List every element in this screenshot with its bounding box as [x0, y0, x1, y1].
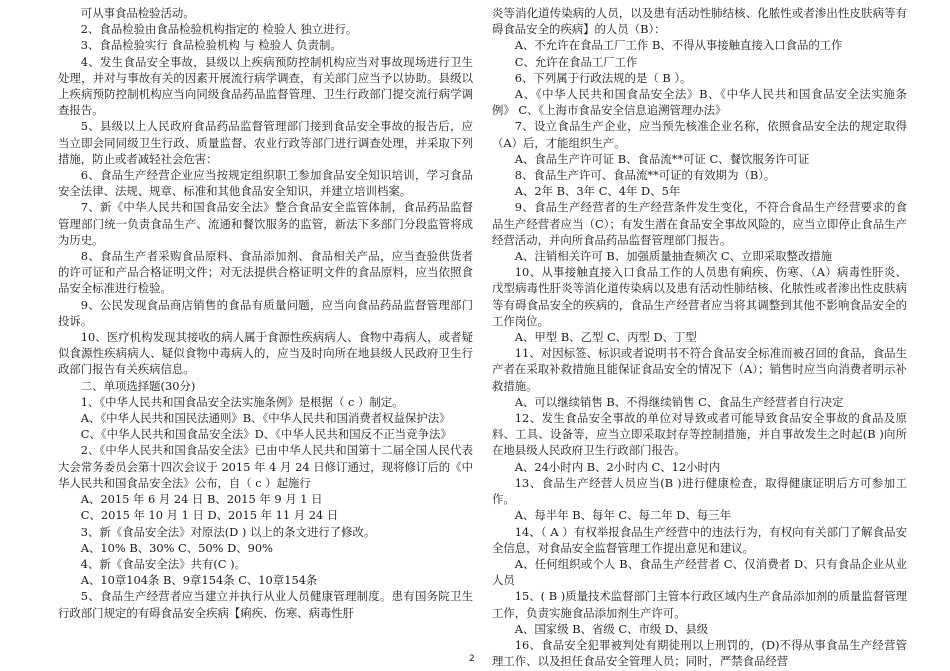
question-15: 15、( B )质量技术监督部门主管本行政区域内生产食品添加剂的质量监督管理工作，负责实施食品添加剂生产许可。	[492, 589, 907, 620]
question-11: 11、对因标签、标识或者说明书不符合食品安全标准而被召回的食品，食品生产者在采取补救措施且能保证食品安全的情况下（A）；销售时应当向消费者明示补救措施。	[492, 346, 907, 393]
question-3: 3、新《食品安全法》对原法(D ) 以上的条文进行了修改。	[80, 524, 376, 539]
question-2-options-b: C、2015 年 10 月 1 日 D、2015 年 11 月 24 日	[80, 508, 339, 523]
left-line-9: 10、医疗机构发现其接收的病人属于食源性疾病病人、食物中毒病人，或者疑似食源性疾病病人、疑似食物中毒病人的，应当及时向所在地县级人民政府卫生行政部门报告有关疾病信息。	[58, 330, 473, 377]
question-12: 12、发生食品安全事故的单位对导致或者可能导致食品安全事故的食品及原料、工具、设备等，应当立即采取封存等控制措施，并自事故发生之时起(B )向所在地县级人民政府卫生行政部门报告。	[492, 411, 907, 458]
left-line-6: 7、新《中华人民共和国食品安全法》整合食品安全监管体制，食品药品监督管理部门统一负责食品生产、流通和餐饮服务的监管，新法下多部门分段监管将成为历史。	[58, 200, 473, 247]
left-line-3: 4、发生食品安全事故，县级以上疾病预防控制机构应当对事故现场进行卫生处理，并对与事故有关的因素开展流行病学调查，有关部门应当予以协助。县级以上疾病预防控制机构应当向同级食品药品监督管理、卫生行政部门提交流行病学调查报告。	[58, 54, 473, 118]
question-6: 6、下列属于行政法规的是（ B ）。	[514, 70, 692, 85]
question-4: 4、新《食品安全法》共有(C )。	[80, 556, 246, 571]
question-7-options: A、食品生产许可证 B、食品流**可证 C、餐饮服务许可证	[514, 151, 810, 166]
left-line-0: 可从事食品检验活动。	[80, 6, 195, 20]
page-number: 2	[469, 654, 475, 664]
question-3-options: A、10% B、30% C、50% D、90%	[80, 540, 273, 555]
question-2: 2、《中华人民共和国食品安全法》已由中华人民共和国第十二届全国人民代表大会常务委员会第十四次会议于 2015 年 4 月 24 日修订通过，现将修订后的《中华人民共和国食品安全法》公布，自（ c ）起施行	[58, 443, 473, 490]
question-10: 10、从事接触直接入口食品工作的人员患有痢疾、伤寒、（A）病毒性肝炎、戊型病毒性肝炎等消化道传染病以及患有活动性肺结核、化脓性或者渗出性皮肤病等有碍食品安全的疾病的，食品生产经营者应当将其调整到其他不影响食品安全的工作岗位。	[492, 265, 907, 328]
question-2-options-a: A、2015 年 6 月 24 日 B、2015 年 9 月 1 日	[80, 492, 323, 507]
question-13-options: A、每半年 B、每年 C、每二年 D、每三年	[514, 508, 731, 523]
question-4-options: A、10章104条 B、9章154条 C、10章154条	[80, 573, 318, 588]
question-6-options: A、《中华人民共和国食品安全法》B、《中华人民共和国食品安全法实施条例》 C、《上海市食品安全信息追溯管理办法》	[492, 87, 907, 118]
question-13: 13、食品生产经营人员应当(B )进行健康检查，取得健康证明后方可参加工作。	[492, 475, 907, 507]
question-5-options-a: A、不允许在食品工厂工作 B、不得从事接触直接入口食品的工作	[514, 38, 843, 53]
question-10-options: A、甲型 B、乙型 C、丙型 D、丁型	[514, 330, 697, 345]
question-1: 1、《中华人民共和国食品安全法实施条例》是根据（ c ）制定。	[80, 394, 404, 409]
question-8: 8、食品生产许可、食品流**可证的有效期为（B）。	[514, 168, 776, 183]
question-14-options: A、任何组织或个人 B、食品生产经营者 C、仅消费者 D、只有食品企业从业人员	[492, 556, 907, 588]
left-line-5: 6、食品生产经营企业应当按规定组织职工参加食品安全知识培训，学习食品安全法律、法规、规章、标准和其他食品安全知识，并建立培训档案。	[58, 168, 473, 199]
left-line-8: 9、公民发现食品商店销售的食品有质量问题，应当向食品药品监督管理部门投诉。	[58, 297, 473, 328]
right-column	[492, 5, 907, 669]
section-heading: 二、单项选择题(30分)	[80, 378, 196, 393]
question-5-options-b: C、允许在食品工厂工作	[514, 54, 638, 69]
question-7: 7、设立食品生产企业，应当预先核准企业名称，依照食品安全法的规定取得（A）后，才能组织生产。	[492, 119, 907, 150]
question-15-options: A、国家级 B、省级 C、市级 D、县级	[514, 621, 709, 636]
left-line-2: 3、食品检验实行 食品检验机构 与 检验人 负责制。	[80, 38, 342, 53]
question-14: 14、（ A ）有权举报食品生产经营中的违法行为，有权向有关部门了解食品安全信息，对食品安全监督管理工作提出意见和建议。	[492, 524, 907, 555]
left-line-7: 8、食品生产者采购食品原料、食品添加剂、食品相关产品，应当查验供货者的许可证和产品合格证明文件；对无法提供合格证明文件的食品原料，应当依照食品安全标准进行检验。	[58, 249, 473, 296]
question-8-options: A、2年 B、3年 C、4年 D、5年	[514, 184, 681, 199]
question-11-options: A、可以继续销售 B、不得继续销售 C、食品生产经营者自行决定	[514, 394, 844, 409]
question-9-options: A、注销相关许可 B、加强质量抽查频次 C、立即采取整改措施	[514, 249, 833, 264]
question-5: 5、食品生产经营者应当建立并执行从业人员健康管理制度。患有国务院卫生行政部门规定的有碍食品安全疾病【痢疾、伤寒、病毒性肝	[58, 589, 473, 620]
left-line-1: 2、食品检验由食品检验机构指定的 检验人 独立进行。	[80, 22, 358, 37]
question-5-continued: 炎等消化道传染病的人员，以及患有活动性肺结核、化脓性或者渗出性皮肤病等有碍食品安全的疾病】的人员（B）：	[492, 6, 907, 37]
left-column	[58, 5, 473, 621]
question-9: 9、食品生产经营者的生产经营条件发生变化，不符合食品生产经营要求的食品生产经营者应当（C）；有发生潜在食品安全事故风险的，应当立即停止食品生产经营活动，并向所食品药品监督管理部门报告。	[492, 200, 907, 247]
question-1-options-b: C、《中华人民共和国食品安全法》D、《中华人民共和国反不正当竞争法》	[80, 427, 452, 442]
question-16: 16、食品安全犯罪被判处有期徒刑以上刑罚的，(D)不得从事食品生产经营管理工作、以及担任食品安全管理人员；同时，严禁食品经营	[492, 637, 907, 669]
question-1-options-a: A、《中华人民共和国民法通则》B、《中华人民共和国消费者权益保护法》	[80, 411, 451, 426]
question-12-options: A、24小时内 B、2小时内 C、12小时内	[514, 459, 721, 474]
left-line-4: 5、县级以上人民政府食品药品监督管理部门接到食品安全事故的报告后，应当立即会同同级卫生行政、质量监督、农业行政等部门进行调查处理，并采取下列措施，防止或者减轻社会危害：	[58, 119, 473, 166]
